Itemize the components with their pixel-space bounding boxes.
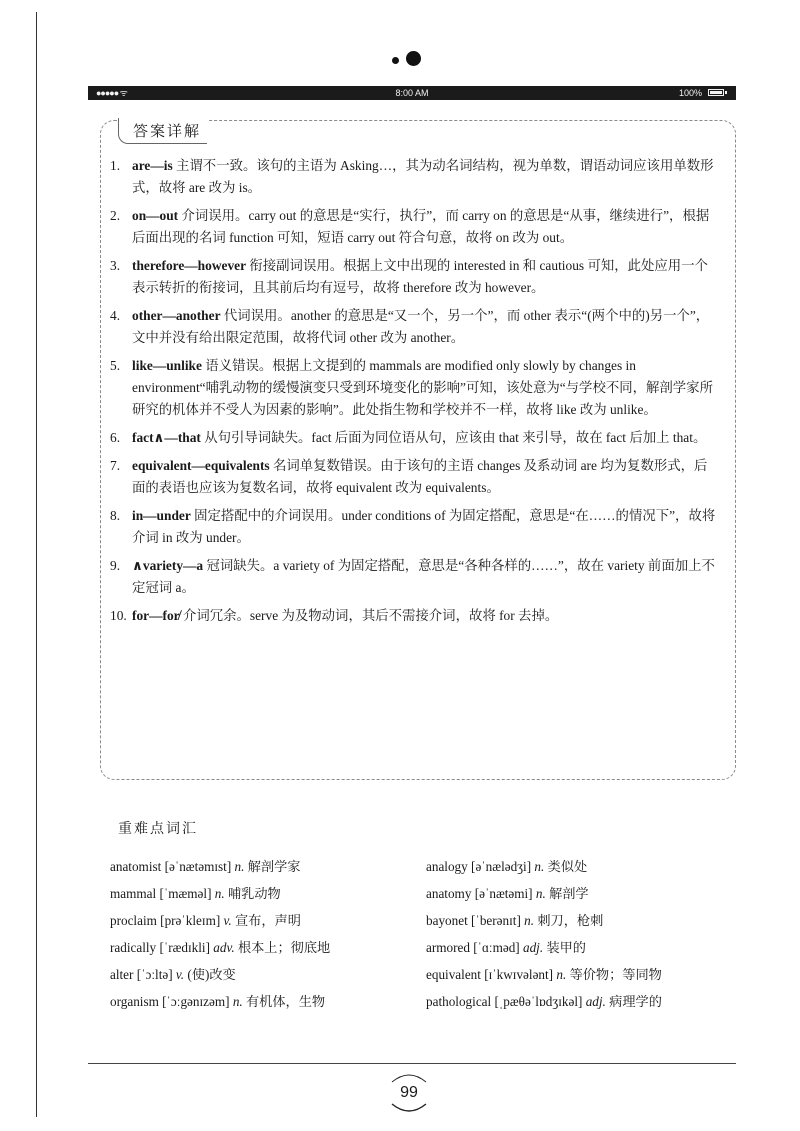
vocab-meaning: 刺刀，枪刺 [537, 913, 604, 928]
vocab-row [110, 910, 730, 937]
answer-item [110, 355, 720, 421]
vocab-word: bayonet [426, 913, 468, 928]
answer-item [110, 505, 720, 549]
vocab-word: equivalent [426, 967, 481, 982]
vocab-meaning: 宣布，声明 [234, 913, 301, 928]
vocab-pos: adv. [213, 940, 235, 955]
answer-key: in—under [132, 508, 191, 523]
vocab-word: proclaim [110, 913, 157, 928]
answer-explanation: 介词误用。carry out 的意思是“实行，执行”，而 carry on 的意思是“从事，继续进行”，根据后面出现的名词 function 可知，短语 carry out 符合句意，故将 on 改为 out。 [132, 208, 710, 245]
answer-number: 10. [110, 608, 127, 623]
answer-item [110, 155, 720, 199]
vocab-word: armored [426, 940, 470, 955]
answer-section-title: 答案详解 [118, 118, 207, 144]
vocab-pos: n. [524, 913, 535, 928]
vocab-word: analogy [426, 859, 468, 874]
vocab-ipa: [ˌpæθəˈlɒdʒɪkəl] [494, 994, 583, 1009]
vocab-row [110, 856, 730, 883]
answer-key: on—out [132, 208, 179, 223]
vocab-entry [110, 910, 301, 929]
vocab-meaning: 等价物；等同物 [569, 967, 662, 982]
vocab-pos: v. [175, 967, 185, 982]
answer-key: ∧variety—a [132, 558, 204, 573]
answer-item [110, 255, 720, 299]
answer-number: 8. [110, 508, 121, 523]
vocab-entry [426, 991, 662, 1010]
vocab-meaning: 根本上；彻底地 [237, 940, 331, 955]
page-number-arc-icon [386, 1070, 432, 1116]
vocab-section-title: 重难点词汇 [118, 822, 198, 837]
page-number: 99 [400, 1084, 418, 1101]
vocab-pos: n. [556, 967, 567, 982]
answer-number: 6. [110, 430, 121, 445]
vocab-word: mammal [110, 886, 157, 901]
vocab-ipa: [prəˈkleɪm] [160, 913, 221, 928]
answer-item [110, 205, 720, 249]
answer-key: for—for̸ [132, 608, 180, 623]
vocab-word: radically [110, 940, 157, 955]
vocab-entry [426, 964, 662, 983]
vocab-table [110, 856, 730, 1018]
vocab-meaning: (使)改变 [187, 967, 236, 982]
vocab-pos: adj. [522, 940, 544, 955]
vocab-row [110, 964, 730, 991]
vocab-pos: n. [534, 859, 545, 874]
vocab-ipa: [ˈɔːltə] [136, 967, 173, 982]
answer-key: therefore—however [132, 258, 247, 273]
answer-number: 7. [110, 458, 121, 473]
vocab-meaning: 类似处 [547, 859, 588, 874]
battery-percent: 100% [678, 88, 702, 98]
vocab-pos: adj. [585, 994, 606, 1009]
answer-key: like—unlike [132, 358, 202, 373]
vocab-row [110, 937, 730, 964]
answer-explanation: 名词单复数错误。由于该句的主语 changes 及系动词 are 均为复数形式，后面的表语也应该为复数名词，故将 equivalent 改为 equivalents。 [132, 458, 708, 495]
vocab-word: organism [110, 994, 159, 1009]
answer-number: 5. [110, 358, 121, 373]
signal-icon: ●●●●● ᯤ [96, 88, 127, 98]
vocab-ipa: [əˈnætəmi] [474, 886, 533, 901]
vocab-pos: n. [535, 886, 546, 901]
answer-explanation: 介词冗余。serve 为及物动词，其后不需接介词，故将 for 去掉。 [179, 608, 559, 623]
answer-explanation: 从句引导词缺失。fact 后面为同位语从句，应该由 that 来引导，故在 fact 后加上 that。 [200, 430, 707, 445]
answer-list [110, 155, 720, 633]
vocab-ipa: [əˈnælədʒi] [471, 859, 532, 874]
answer-number: 9. [110, 558, 121, 573]
vocab-pos: n. [214, 886, 225, 901]
answer-explanation: 冠词缺失。a variety of 为固定搭配，意思是“各种各样的……”，故在 variety 前面加上不定冠词 a。 [132, 558, 715, 595]
vocab-word: anatomist [110, 859, 162, 874]
answer-explanation: 固定搭配中的介词误用。under conditions of 为固定搭配，意思是“在……的情况下”，故将介词 in 改为 under。 [132, 508, 716, 545]
vocab-word: alter [110, 967, 134, 982]
vocab-entry [110, 856, 300, 875]
vocab-ipa: [ˈrædɪkli] [159, 940, 210, 955]
answer-number: 4. [110, 308, 121, 323]
vocab-ipa: [əˈnætəmɪst] [164, 859, 232, 874]
answer-item [110, 305, 720, 349]
vocab-meaning: 病理学的 [609, 994, 662, 1009]
answer-item [110, 555, 720, 599]
answer-key: fact∧—that [132, 430, 201, 445]
vocab-ipa: [ɪˈkwɪvələnt] [484, 967, 554, 982]
answer-key: other—another [132, 308, 221, 323]
vocab-meaning: 有机体，生物 [246, 994, 326, 1009]
page-dots-icon [388, 48, 428, 72]
vocab-word: anatomy [426, 886, 472, 901]
vocab-meaning: 哺乳动物 [227, 886, 281, 901]
vocab-entry [110, 964, 236, 983]
margin-rule [36, 12, 37, 1117]
vocab-entry [110, 991, 325, 1010]
vocab-entry [426, 910, 603, 929]
answer-item [110, 605, 720, 627]
vocab-meaning: 解剖学家 [247, 859, 301, 874]
answer-explanation: 衔接副词误用。根据上文中出现的 interested in 和 cautious 可知，此处应用一个表示转折的衔接词，且其前后均有逗号，故将 therefore 改为 however。 [132, 258, 708, 295]
vocab-pos: n. [234, 859, 245, 874]
vocab-entry [426, 937, 586, 956]
vocab-row [110, 883, 730, 910]
vocab-row [110, 991, 730, 1018]
answer-number: 3. [110, 258, 121, 273]
small-dot-icon [392, 57, 399, 64]
vocab-entry [426, 883, 589, 902]
answer-item [110, 427, 720, 449]
large-dot-icon [406, 51, 421, 66]
battery-icon [708, 89, 724, 96]
answer-number: 1. [110, 158, 121, 173]
answer-explanation: 代词误用。another 的意思是“又一个，另一个”，而 other 表示“(两个中的)另一个”，文中并没有给出限定范围，故将代词 other 改为 another。 [132, 308, 710, 345]
vocab-ipa: [ˈmæməl] [159, 886, 212, 901]
vocab-entry [110, 937, 330, 956]
answer-key: equivalent—equivalents [132, 458, 270, 473]
answer-item [110, 455, 720, 499]
status-time: 8:00 AM [395, 88, 429, 98]
vocab-word: pathological [426, 994, 492, 1009]
footer-rule [88, 1063, 736, 1064]
vocab-meaning: 解剖学 [549, 886, 589, 901]
vocab-entry [110, 883, 281, 902]
answer-key: are—is [132, 158, 173, 173]
answer-explanation: 语义错误。根据上文提到的 mammals are modified only slowly by changes in environment“哺乳动物的缓慢演变只受到环境变化的影响”可知，该处意为“与学校不同，解剖学家所研究的机体并不受人为因素的影响”。此处指生物和学校并不一样，故将 like 改为 unlike。 [132, 358, 713, 417]
vocab-ipa: [ˈɑːməd] [473, 940, 520, 955]
vocab-meaning: 装甲的 [546, 940, 586, 955]
page-number-badge [386, 1070, 432, 1116]
answer-number: 2. [110, 208, 121, 223]
status-bar [88, 86, 736, 100]
vocab-ipa: [ˈberənɪt] [471, 913, 521, 928]
battery-tip-icon [725, 91, 727, 94]
vocab-entry [426, 856, 587, 875]
vocab-ipa: [ˈɔːgənɪzəm] [162, 994, 230, 1009]
answer-explanation: 主谓不一致。该句的主语为 Asking…，其为动名词结构，视为单数，谓语动词应该用单数形式，故将 are 改为 is。 [132, 158, 714, 195]
vocab-pos: n. [232, 994, 243, 1009]
vocab-pos: v. [223, 913, 232, 928]
